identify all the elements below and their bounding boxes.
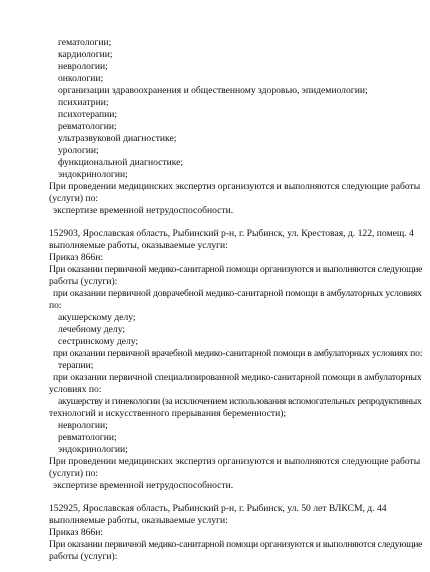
paragraph-line: работы (услуги): <box>49 551 118 562</box>
text-line: при оказании первичной специализированной медико-санитарной помощи в амбулаторных <box>53 372 422 383</box>
paragraph-line: Приказ 866н: <box>49 527 104 538</box>
text-line: акушерскому делу; <box>58 312 136 323</box>
paragraph-line: (услуги) по: <box>49 468 99 479</box>
text-line: психиатрии; <box>58 97 109 108</box>
paragraph-line: выполняемые работы, оказываемые услуги: <box>49 240 228 251</box>
text-line: технологий и искусственного прерывания беременности); <box>49 408 287 419</box>
text-line: гематологии; <box>58 37 112 48</box>
text-line: лечебному делу; <box>58 324 126 335</box>
text-line: неврологии; <box>58 420 108 431</box>
text-line: психотерапии; <box>58 109 118 120</box>
paragraph-line: Приказ 866н: <box>49 252 104 263</box>
text-line: ревматологии; <box>58 432 117 443</box>
text-line: эндокринологии; <box>58 444 128 455</box>
address-line: 152903, Ярославская область, Рыбинский р-н, г. Рыбинск, ул. Крестовая, д. 122, помещ. 4 <box>49 228 414 239</box>
paragraph-line: При проведении медицинских экспертиз организуются и выполняются следующие работы <box>49 456 421 467</box>
text-line: при оказании первичной доврачебной медико-санитарной помощи в амбулаторных условиях <box>53 288 422 299</box>
paragraph-line: При проведении медицинских экспертиз организуются и выполняются следующие работы <box>49 181 421 192</box>
text-line: кардиологии; <box>58 49 113 60</box>
paragraph-line: При оказании первичной медико-санитарной помощи организуются и выполняются следующие <box>49 539 423 550</box>
paragraph-line: выполняемые работы, оказываемые услуги: <box>49 515 228 526</box>
text-line: ревматологии; <box>58 121 117 132</box>
text-line: ультразвуковой диагностике; <box>58 133 177 144</box>
text-line: сестринскому делу; <box>58 336 139 347</box>
text-line: по: <box>49 300 62 311</box>
text-line: терапии; <box>58 360 94 371</box>
text-line: урологии; <box>58 145 99 156</box>
text-line: акушерству и гинекологии (за исключением использования вспомогательных репродуктивных <box>58 396 422 407</box>
text-line: функциональной диагностике; <box>58 157 184 168</box>
text-line: экспертизе временной нетрудоспособности. <box>53 205 234 216</box>
text-line: условиях по: <box>49 384 102 395</box>
text-line: онкологии; <box>58 73 104 84</box>
paragraph-line: работы (услуги): <box>49 276 118 287</box>
text-line: эндокринологии; <box>58 169 128 180</box>
paragraph-line: (услуги) по: <box>49 193 99 204</box>
paragraph-line: При оказании первичной медико-санитарной помощи организуются и выполняются следующие <box>49 264 423 275</box>
text-line: при оказании первичной врачебной медико-санитарной помощи в амбулаторных условиях по: <box>53 348 423 359</box>
text-line: неврологии; <box>58 61 108 72</box>
text-line: организации здравоохранения и общественному здоровью, эпидемиологии; <box>58 85 368 96</box>
address-line: 152925, Ярославская область, Рыбинский р-н, г. Рыбинск, ул. 50 лет ВЛКСМ, д. 44 <box>49 503 387 514</box>
text-line: экспертизе временной нетрудоспособности. <box>53 480 234 491</box>
